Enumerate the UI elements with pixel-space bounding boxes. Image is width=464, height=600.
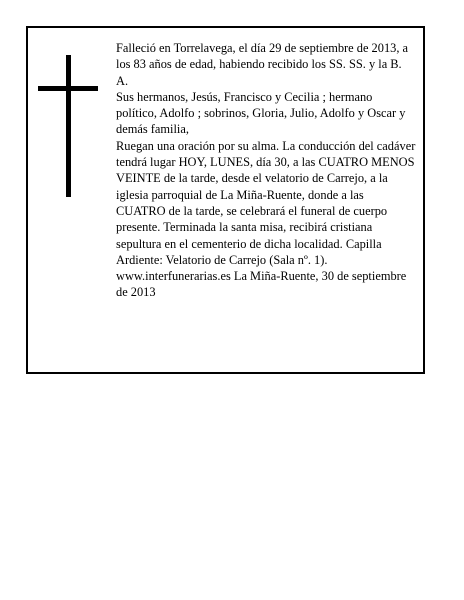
- death-announcement: Falleció en Torrelavega, el día 29 de septiembre de 2013, a los 83 años de edad, habiendo recibido los SS. SS. y la B. A.: [116, 41, 409, 88]
- source-and-date: www.interfunerarias.es La Miña-Ruente, 30 de septiembre de 2013: [116, 269, 407, 300]
- obituary-notice: [26, 26, 425, 374]
- cross-vertical-bar: [66, 55, 71, 197]
- obituary-text: [116, 40, 416, 301]
- latin-cross-icon: [38, 55, 98, 197]
- cross-horizontal-bar: [38, 86, 98, 91]
- funeral-details: Ruegan una oración por su alma. La conducción del cadáver tendrá lugar HOY, LUNES, día 30, a las CUATRO MENOS VEINTE de la tarde, desde el velatorio de Carrejo, a la iglesia parroquial de La Miña-Ruente, donde a las CUATRO de la tarde, se celebrará el funeral de cuerpo presente. Terminada la santa misa, recibirá cristiana sepultura en el cementerio de dicha localidad. Capilla Ardiente: Velatorio de Carrejo (Sala nº. 1).: [116, 138, 416, 267]
- family-list: Sus hermanos, Jesús, Francisco y Cecilia ; hermano político, Adolfo ; sobrinos, Gloria, Julio, Adolfo y Oscar y demás familia,: [116, 89, 406, 137]
